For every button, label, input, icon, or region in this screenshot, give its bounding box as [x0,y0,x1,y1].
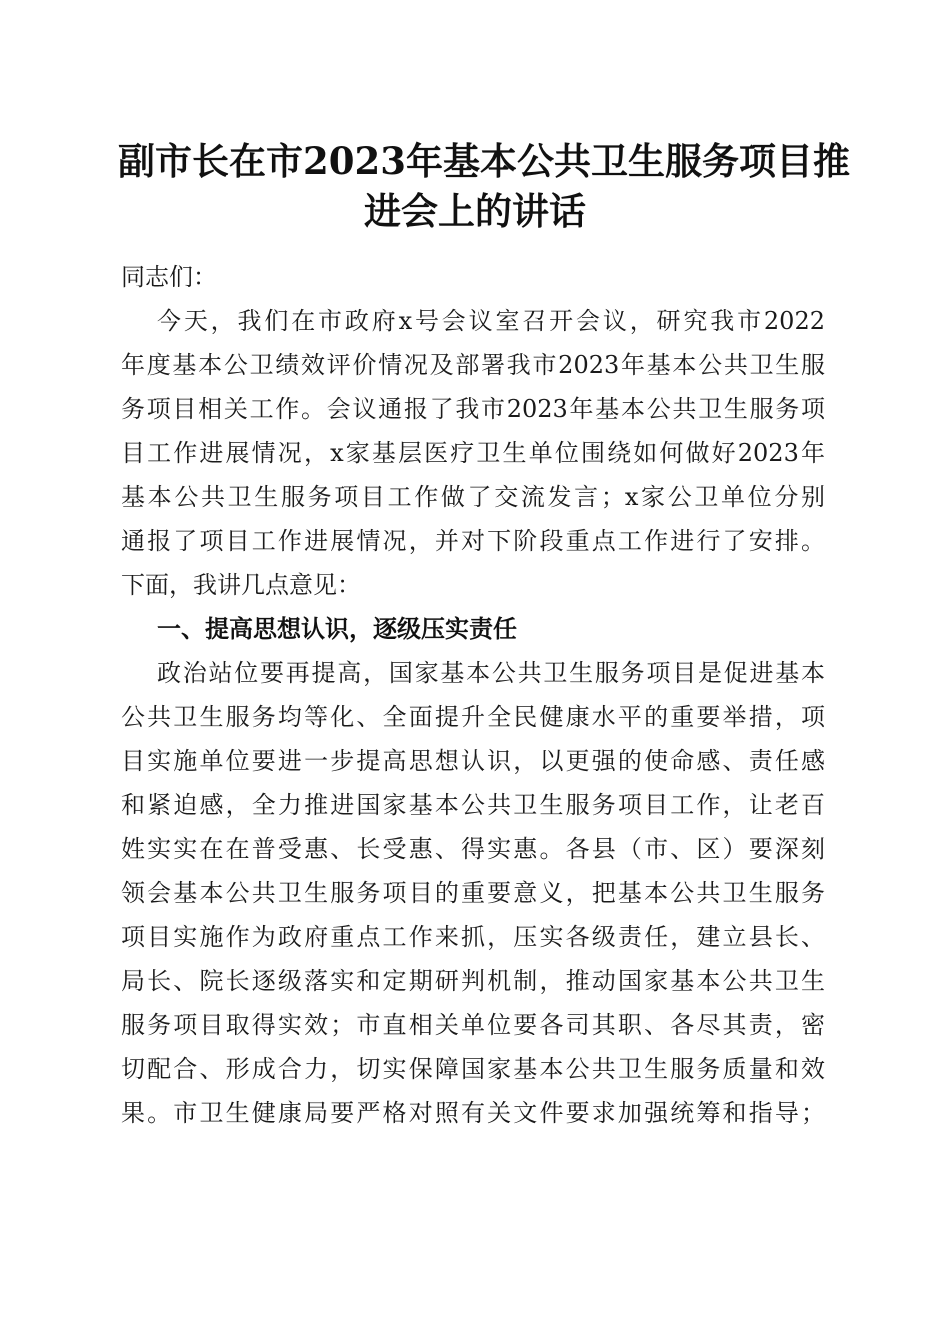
title-line-2: 进会上的讲话 [364,189,586,233]
section-1-line: 服务项目取得实效；市直相关单位要各司其职、各尽其责，密 [121,1011,825,1039]
section-1-heading: 一、提高思想认识，逐级压实责任 [157,615,517,643]
paragraph-1-line: 下面，我讲几点意见： [121,571,361,599]
paragraph-1-line: 基本公共卫生服务项目工作做了交流发言；x家公卫单位分别 [121,483,825,511]
section-1-line: 切配合、形成合力，切实保障国家基本公共卫生服务质量和效 [121,1055,825,1083]
section-1-line: 和紧迫感，全力推进国家基本公共卫生服务项目工作，让老百 [121,791,825,819]
section-1-line: 公共卫生服务均等化、全面提升全民健康水平的重要举措，项 [121,703,825,731]
paragraph-1-line: 今天，我们在市政府x号会议室召开会议，研究我市2022 [157,307,825,335]
section-1-line: 政治站位要再提高，国家基本公共卫生服务项目是促进基本 [157,659,825,687]
section-1-line: 领会基本公共卫生服务项目的重要意义，把基本公共卫生服务 [121,879,825,907]
section-1-line: 姓实实在在普受惠、长受惠、得实惠。各县（市、区）要深刻 [121,835,825,863]
section-1-line: 目实施单位要进一步提高思想认识，以更强的使命感、责任感 [121,747,825,775]
section-1-line: 果。市卫生健康局要严格对照有关文件要求加强统筹和指导； [121,1099,825,1127]
paragraph-1-line: 目工作进展情况，x家基层医疗卫生单位围绕如何做好2023年 [121,439,825,467]
section-1-line: 项目实施作为政府重点工作来抓，压实各级责任，建立县长、 [121,923,825,951]
paragraph-1-line: 通报了项目工作进展情况，并对下阶段重点工作进行了安排。 [121,527,825,555]
paragraph-1-line: 务项目相关工作。会议通报了我市2023年基本公共卫生服务项 [121,395,825,423]
section-1-line: 局长、院长逐级落实和定期研判机制，推动国家基本公共卫生 [121,967,825,995]
salutation: 同志们： [121,263,217,291]
paragraph-1-line: 年度基本公卫绩效评价情况及部署我市2023年基本公共卫生服 [121,351,825,379]
document-title [118,136,850,236]
title-line-1: 副市长在市2023年基本公共卫生服务项目推 [118,139,850,183]
